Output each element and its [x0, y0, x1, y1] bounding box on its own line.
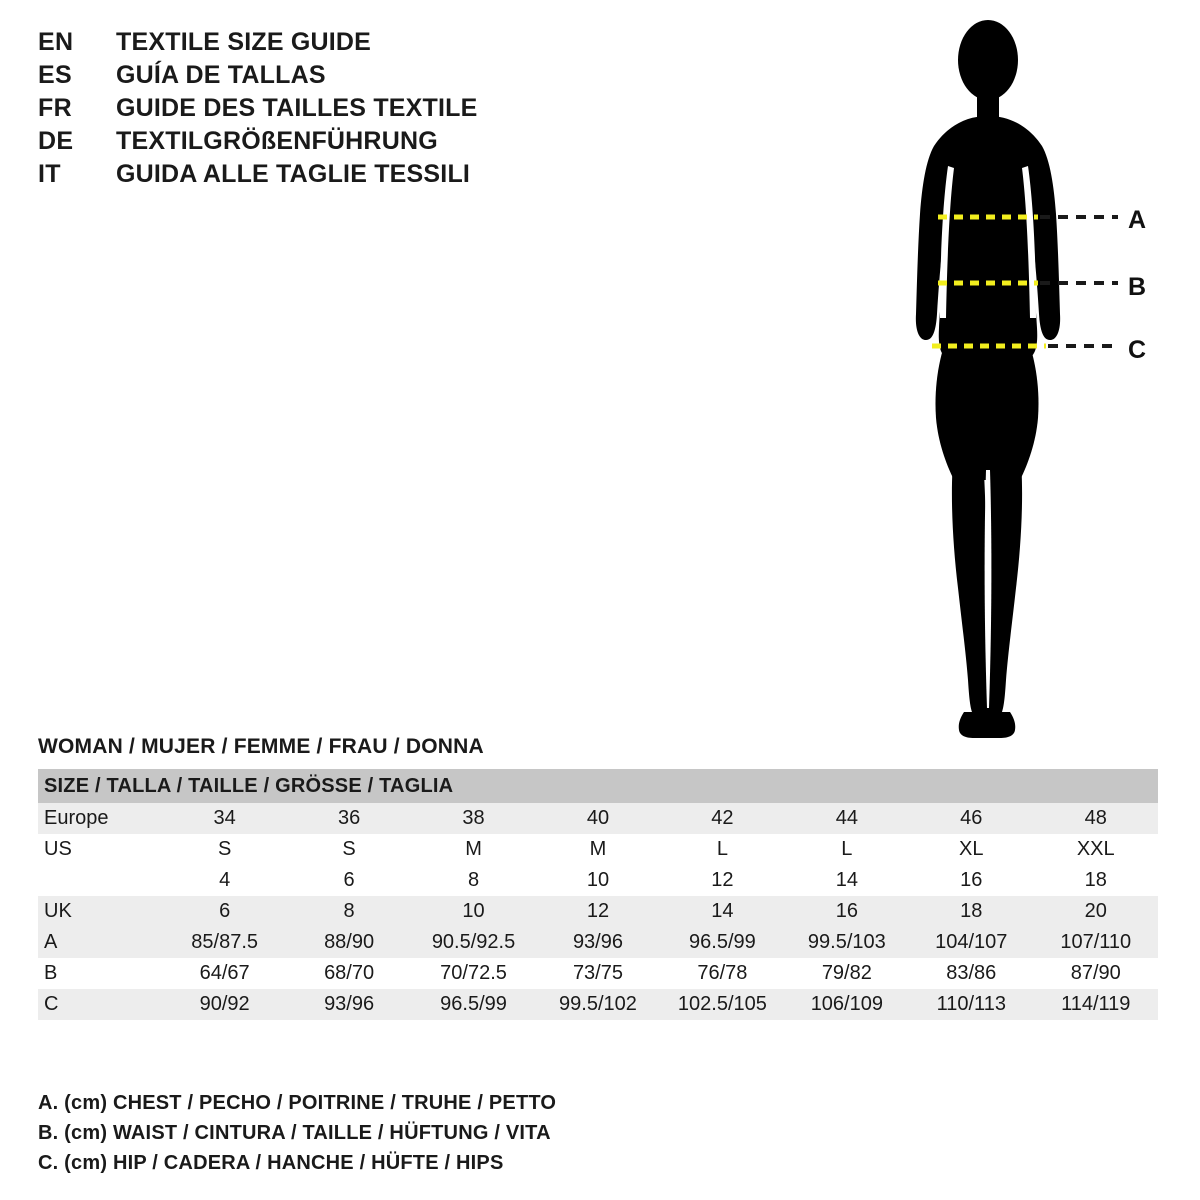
table-cell: 87/90: [1034, 958, 1159, 989]
table-cell: XXL: [1034, 834, 1159, 865]
table-caption: WOMAN / MUJER / FEMME / FRAU / DONNA: [38, 735, 484, 758]
table-cell: 106/109: [785, 989, 909, 1020]
body-measurement-figure: [860, 18, 1190, 748]
table-cell: 90/92: [162, 989, 286, 1020]
table-row: [38, 927, 1158, 958]
language-row: [38, 160, 598, 193]
table-cell: 104/107: [909, 927, 1033, 958]
marker-label-b: B: [1128, 273, 1147, 301]
row-label: A: [38, 927, 162, 958]
table-cell: 110/113: [909, 989, 1033, 1020]
table-cell: 68/70: [287, 958, 411, 989]
table-cell: M: [536, 834, 660, 865]
table-cell: 99.5/102: [536, 989, 660, 1020]
table-cell: 8: [287, 896, 411, 927]
table-cell: 96.5/99: [411, 989, 535, 1020]
row-label: [38, 865, 162, 896]
table-cell: 44: [785, 803, 909, 834]
table-cell: 96.5/99: [660, 927, 784, 958]
table-cell: 73/75: [536, 958, 660, 989]
table-cell: 83/86: [909, 958, 1033, 989]
table-cell: 102.5/105: [660, 989, 784, 1020]
legend-item-hip: C. (cm) HIP / CADERA / HANCHE / HÜFTE / HIPS: [38, 1152, 504, 1174]
table-cell: 79/82: [785, 958, 909, 989]
table-header-row: [38, 769, 1158, 803]
language-row: [38, 127, 598, 160]
table-cell: 46: [909, 803, 1033, 834]
table-cell: 12: [660, 865, 784, 896]
table-cell: 12: [536, 896, 660, 927]
language-title: GUÍA DE TALLAS: [116, 61, 326, 89]
language-title: GUIDE DES TAILLES TEXTILE: [116, 94, 478, 122]
table-cell: 114/119: [1034, 989, 1159, 1020]
measurement-legend: [38, 1088, 838, 1178]
table-cell: 10: [536, 865, 660, 896]
table-cell: 88/90: [287, 927, 411, 958]
table-cell: 40: [536, 803, 660, 834]
table-cell: 14: [785, 865, 909, 896]
table-row: [38, 834, 1158, 865]
language-title-list: [38, 28, 598, 193]
table-row: [38, 865, 1158, 896]
row-label: Europe: [38, 803, 162, 834]
table-row: [38, 989, 1158, 1020]
table-cell: 42: [660, 803, 784, 834]
table-cell: 93/96: [287, 989, 411, 1020]
language-code: FR: [38, 94, 72, 122]
table-cell: 16: [785, 896, 909, 927]
legend-item-waist: B. (cm) WAIST / CINTURA / TAILLE / HÜFTUNG / VITA: [38, 1122, 551, 1144]
female-silhouette-icon: [860, 18, 1190, 748]
table-cell: 76/78: [660, 958, 784, 989]
table-cell: 48: [1034, 803, 1159, 834]
table-cell: L: [785, 834, 909, 865]
table-cell: S: [287, 834, 411, 865]
table-cell: 10: [411, 896, 535, 927]
size-table: [38, 769, 1158, 1020]
table-cell: 85/87.5: [162, 927, 286, 958]
table-cell: M: [411, 834, 535, 865]
table-cell: 93/96: [536, 927, 660, 958]
table-cell: 20: [1034, 896, 1159, 927]
table-header-cell: SIZE / TALLA / TAILLE / GRÖSSE / TAGLIA: [38, 769, 1158, 803]
table-cell: 4: [162, 865, 286, 896]
language-title: TEXTILE SIZE GUIDE: [116, 28, 372, 56]
table-cell: 14: [660, 896, 784, 927]
table-cell: 34: [162, 803, 286, 834]
table-cell: L: [660, 834, 784, 865]
row-label: C: [38, 989, 162, 1020]
language-row: [38, 94, 598, 127]
table-cell: XL: [909, 834, 1033, 865]
row-label: US: [38, 834, 162, 865]
size-table-section: [38, 735, 1163, 1020]
table-cell: 16: [909, 865, 1033, 896]
table-row: [38, 896, 1158, 927]
language-title: TEXTILGRÖßENFÜHRUNG: [116, 127, 438, 155]
table-cell: S: [162, 834, 286, 865]
table-cell: 38: [411, 803, 535, 834]
table-row: [38, 958, 1158, 989]
table-row: [38, 803, 1158, 834]
language-code: ES: [38, 61, 72, 89]
table-cell: 36: [287, 803, 411, 834]
table-cell: 8: [411, 865, 535, 896]
marker-label-a: A: [1128, 206, 1147, 234]
language-code: EN: [38, 28, 74, 56]
table-cell: 6: [287, 865, 411, 896]
language-code: DE: [38, 127, 74, 155]
language-row: [38, 61, 598, 94]
row-label: B: [38, 958, 162, 989]
table-cell: 107/110: [1034, 927, 1159, 958]
table-cell: 6: [162, 896, 286, 927]
table-cell: 18: [909, 896, 1033, 927]
marker-label-c: C: [1128, 336, 1147, 364]
table-cell: 99.5/103: [785, 927, 909, 958]
table-cell: 64/67: [162, 958, 286, 989]
language-code: IT: [38, 160, 61, 188]
language-title: GUIDA ALLE TAGLIE TESSILI: [116, 160, 471, 188]
table-cell: 70/72.5: [411, 958, 535, 989]
row-label: UK: [38, 896, 162, 927]
legend-item-chest: A. (cm) CHEST / PECHO / POITRINE / TRUHE / PETTO: [38, 1092, 557, 1114]
table-cell: 18: [1034, 865, 1159, 896]
table-cell: 90.5/92.5: [411, 927, 535, 958]
language-row: [38, 28, 598, 61]
